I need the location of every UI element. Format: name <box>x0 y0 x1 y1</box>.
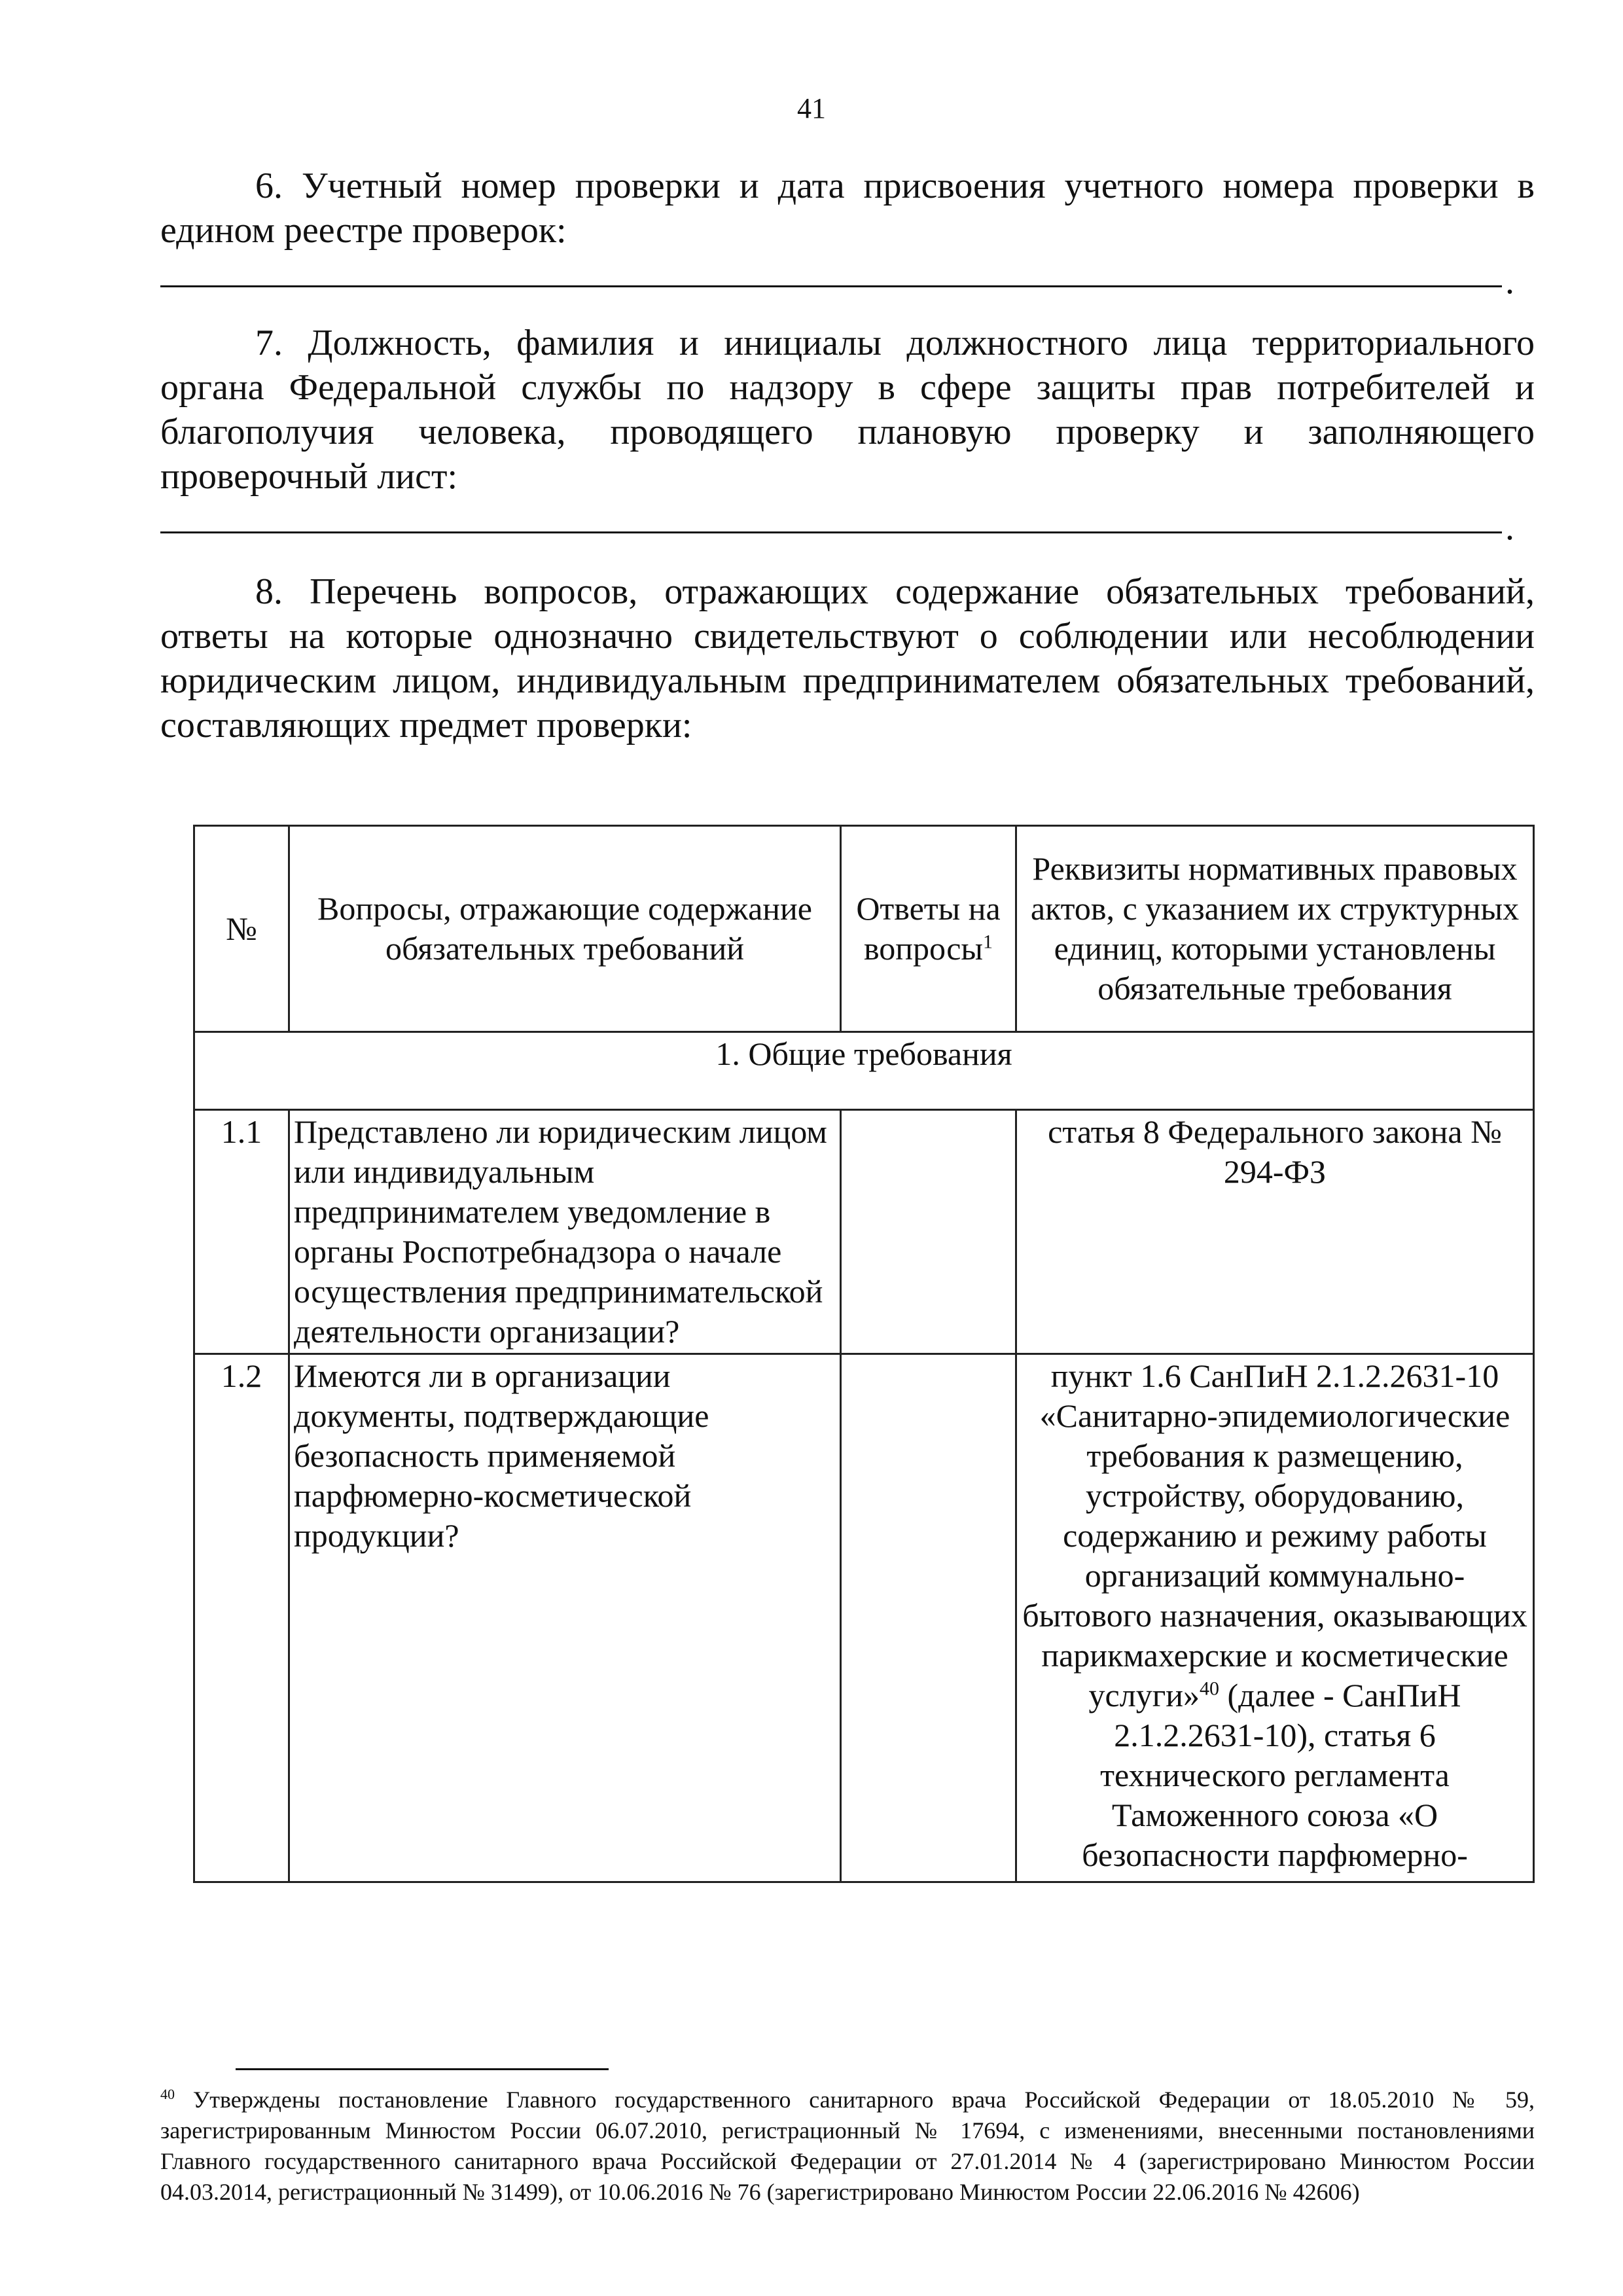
row-answer-cell <box>841 1110 1016 1354</box>
item-8 <box>160 569 1535 747</box>
footnote-marker: 40 <box>160 2086 175 2102</box>
row-reference-part1: пункт 1.6 СанПиН 2.1.2.2631-10 «Санитарно-эпидемиологические требования к размещению, устройству, оборудованию, содержанию и режиму работы организаций коммунально-бытового назначения, оказывающих парикмахерские и косметические услуги» <box>1022 1357 1527 1713</box>
row-reference <box>1016 1354 1534 1882</box>
footnote <box>160 2085 1535 2208</box>
section-title: 1. Общие требования <box>194 1032 1534 1110</box>
row-reference: статья 8 Федерального закона № 294-ФЗ <box>1016 1110 1534 1354</box>
row-number: 1.2 <box>194 1354 289 1882</box>
footnote-separator <box>236 2068 609 2070</box>
header-requisites: Реквизиты нормативных правовых актов, с указанием их структурных единиц, которыми установлены обязательные требования <box>1016 826 1534 1032</box>
section-row <box>194 1032 1534 1110</box>
row-question: Имеются ли в организации документы, подтверждающие безопасность применяемой парфюмерно-косметической продукции? <box>289 1354 841 1882</box>
row-reference-footnote-ref: 40 <box>1199 1677 1219 1700</box>
table-row <box>194 1110 1534 1354</box>
page-number: 41 <box>797 92 826 124</box>
table-header-row <box>194 826 1534 1032</box>
table-row <box>194 1354 1534 1882</box>
row-reference-part2: (далее - СанПиН 2.1.2.2631-10), статья 6 технического регламента Таможенного союза «О безопасности парфюмерно- <box>1082 1677 1468 1873</box>
item-7 <box>160 321 1535 499</box>
header-questions: Вопросы, отражающие содержание обязательных требований <box>289 826 841 1032</box>
item-6-text: 6. Учетный номер проверки и дата присвоения учетного номера проверки в едином реестре проверок: <box>160 166 1535 251</box>
header-answers <box>841 826 1016 1032</box>
checklist-table <box>193 825 1535 1883</box>
row-number: 1.1 <box>194 1110 289 1354</box>
footnote-text: Утверждены постановление Главного государственного санитарного врача Российской Федерации от 18.05.2010 № 59, зарегистрированным Минюстом России 06.07.2010, регистрационный № 17694, с изменениями, внесенными постановлениями Главного государственного санитарного врача Российской Федерации от 27.01.2014 № 4 (зарегистрировано Минюстом России 04.03.2014, регистрационный № 31499), от 10.06.2016 № 76 (зарегистрировано Минюстом России 22.06.2016 № 42606) <box>160 2087 1535 2205</box>
header-answers-label: Ответы на вопросы <box>856 890 1001 967</box>
item-7-text: 7. Должность, фамилия и инициалы должностного лица территориального органа Федеральной службы по надзору в сфере защиты прав потребителей и благополучия человека, проводящего плановую проверку и заполняющего проверочный лист: <box>160 323 1535 497</box>
row-answer-cell <box>841 1354 1016 1882</box>
item-7-blank-line <box>160 531 1502 533</box>
item-7-blank-end: . <box>1505 507 1514 548</box>
item-6-blank-line <box>160 285 1502 287</box>
header-answers-footnote-ref: 1 <box>983 931 993 953</box>
row-question: Представлено ли юридическим лицом или индивидуальным предпринимателем уведомление в органы Роспотребнадзора о начале осуществления предпринимательской деятельности организации? <box>289 1110 841 1354</box>
item-6 <box>160 164 1535 253</box>
item-6-blank-end: . <box>1505 261 1514 302</box>
item-8-text: 8. Перечень вопросов, отражающих содержание обязательных требований, ответы на которые однозначно свидетельствуют о соблюдении или несоблюдении юридическим лицом, индивидуальным предпринимателем обязательных требований, составляющих предмет проверки: <box>160 571 1535 745</box>
header-num: № <box>194 826 289 1032</box>
